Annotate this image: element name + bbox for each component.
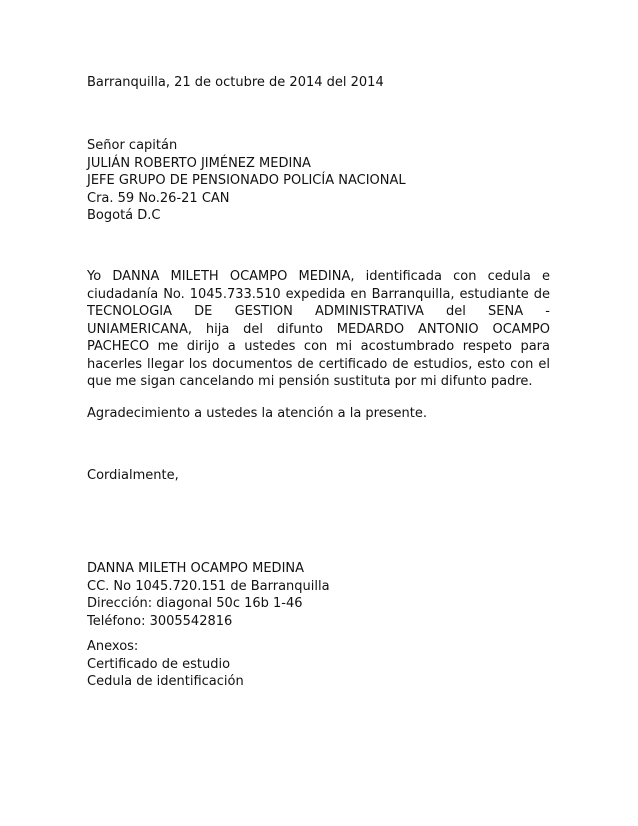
signature-name: DANNA MILETH OCAMPO MEDINA [87, 561, 305, 576]
body-line: TECNOLOGIA DE GESTION ADMINISTRATIVA del SENA - [87, 304, 550, 319]
body-line: que me sigan cancelando mi pensión sustituta por mi difunto padre. [87, 374, 533, 389]
signature-phone: Teléfono: 3005542816 [87, 613, 233, 629]
signature-id: CC. No 1045.720.151 de Barranquilla [87, 578, 330, 594]
body-line: UNIAMERICANA, hija del difunto MEDARDO ANTONIO OCAMPO [87, 321, 550, 337]
body-line: ciudadanía No. 1045.733.510 expedida en Barranquilla, estudiante de [87, 286, 550, 302]
recipient-title: Señor capitán [87, 138, 178, 153]
thanks-text: Agradecimiento a ustedes la atención a la presente. [87, 406, 427, 421]
recipient-block [87, 137, 550, 225]
thanks-line [87, 405, 550, 423]
body-line: PACHECO me dirijo a ustedes con mi acostumbrado respeto para [87, 339, 550, 354]
body-line: Yo DANNA MILETH OCAMPO MEDINA, identificada con cedula e [87, 269, 550, 284]
annex-item: Cedula de identificación [87, 674, 244, 689]
recipient-name: JULIÁN ROBERTO JIMÉNEZ MEDINA [87, 155, 311, 171]
body-line: hacerles llegar los documentos de certificado de estudios, esto con el [87, 356, 550, 372]
recipient-address: Cra. 59 No.26-21 CAN [87, 190, 230, 206]
recipient-city: Bogotá D.C [87, 208, 161, 223]
date-text: Barranquilla, 21 de octubre de 2014 del 2014 [87, 75, 384, 90]
closing-line [87, 467, 550, 485]
annex-item: Certificado de estudio [87, 656, 231, 672]
annexes-title: Anexos: [87, 639, 139, 654]
signature-block [87, 560, 550, 630]
date-line [87, 74, 550, 92]
recipient-position: JEFE GRUPO DE PENSIONADO POLICÍA NACIONAL [87, 173, 406, 188]
closing-text: Cordialmente, [87, 468, 179, 483]
signature-address: Dirección: diagonal 50c 16b 1-46 [87, 596, 303, 611]
annexes-block [87, 638, 550, 691]
body-lines [87, 268, 550, 391]
